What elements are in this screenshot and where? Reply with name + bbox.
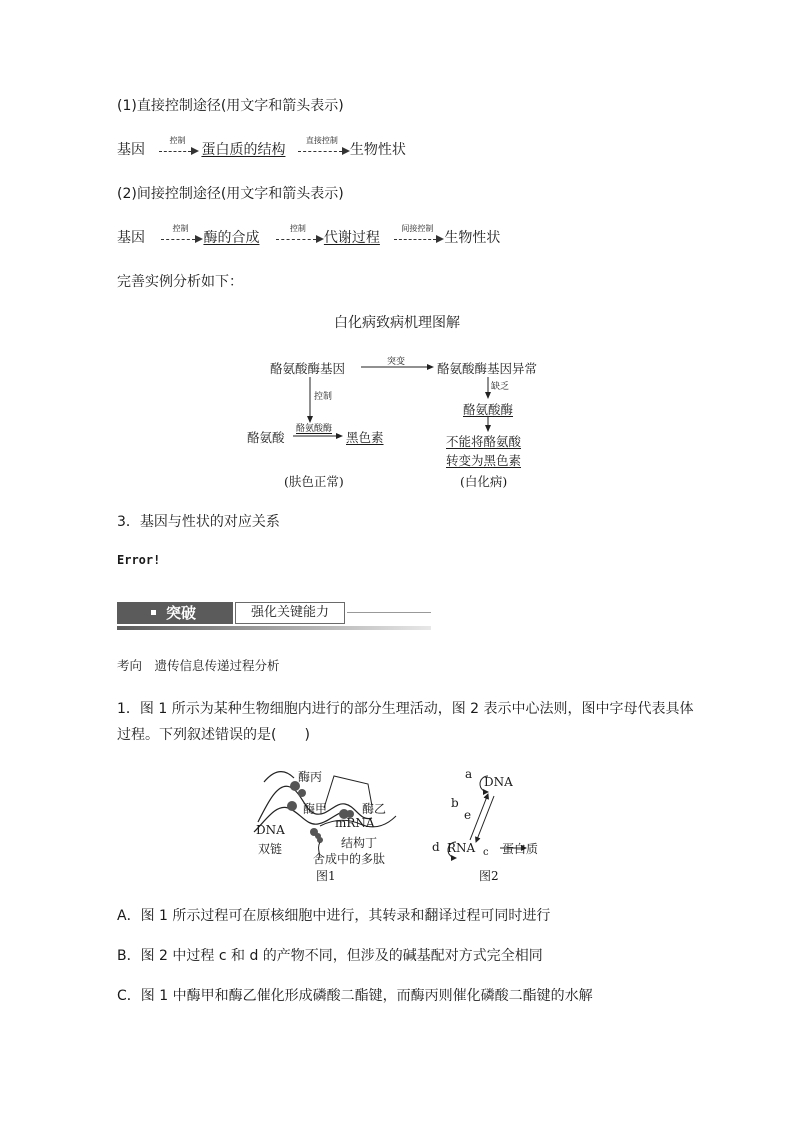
lack-label: 缺乏 bbox=[491, 382, 510, 392]
direct-arrow-1-label: 控制 bbox=[169, 136, 186, 145]
fig1-enzyme-b: 酶乙 bbox=[362, 802, 387, 816]
indirect-start: 基因 bbox=[117, 230, 145, 246]
direct-node-1: 蛋白质的结构 bbox=[201, 142, 286, 158]
fig1-polypeptide: 合成中的多肽 bbox=[313, 852, 386, 866]
fig1-mrna: mRNA bbox=[335, 816, 375, 830]
indirect-pathway-heading: (2)间接控制途径(用文字和箭头表示) bbox=[117, 186, 344, 202]
fig2-rna: RNA bbox=[447, 841, 476, 855]
direct-pathway-heading: (1)直接控制途径(用文字和箭头表示) bbox=[117, 98, 344, 114]
indirect-end: 生物性状 bbox=[444, 230, 501, 246]
indirect-arrow-2-label: 控制 bbox=[289, 224, 306, 233]
breakthrough-banner bbox=[117, 600, 431, 627]
indirect-arrow-3-label: 间接控制 bbox=[401, 224, 434, 233]
control-label: 控制 bbox=[314, 392, 333, 402]
question-line2: 过程。下列叙述错误的是( ) bbox=[117, 727, 310, 743]
question-line1: 1．图 1 所示为某种生物细胞内进行的部分生理活动，图 2 表示中心法则，图中字母代表具体 bbox=[117, 701, 694, 717]
fig1-caption: 图1 bbox=[316, 869, 336, 883]
indirect-arrow-1-label: 控制 bbox=[172, 224, 189, 233]
direct-end: 生物性状 bbox=[349, 142, 406, 158]
enzyme-label: 酪氨酸酶 bbox=[296, 424, 333, 434]
mutant-gene-node: 酪氨酸酶基因异常 bbox=[437, 361, 538, 376]
mutation-label: 突变 bbox=[387, 357, 406, 367]
cannot-convert-line2: 转变为黑色素 bbox=[446, 453, 522, 468]
direct-arrow-2-label: 直接控制 bbox=[305, 136, 338, 145]
fig2-caption: 图2 bbox=[479, 869, 499, 883]
fig1-dna: DNA bbox=[256, 823, 285, 837]
banner-subtitle: 强化关键能力 bbox=[235, 602, 345, 624]
cannot-convert-line1: 不能将酪氨酸 bbox=[446, 434, 522, 449]
lacking-enzyme-node: 酪氨酸酶 bbox=[463, 402, 514, 417]
fig2-protein: 蛋白质 bbox=[502, 842, 539, 856]
option-a: A．图 1 所示过程可在原核细胞中进行，其转录和翻译过程可同时进行 bbox=[117, 908, 551, 924]
option-b: B．图 2 中过程 c 和 d 的产物不同，但涉及的碱基配对方式完全相同 bbox=[117, 948, 543, 964]
albinism-arrows bbox=[0, 0, 794, 500]
indirect-node-1: 酶的合成 bbox=[203, 230, 260, 246]
section3-heading: 3．基因与性状的对应关系 bbox=[117, 514, 280, 530]
fig1-enzyme-a: 酶甲 bbox=[303, 802, 328, 816]
error-text: Error! bbox=[117, 553, 161, 567]
fig2-e: e bbox=[464, 808, 472, 822]
fig1-structure-d: 结构丁 bbox=[341, 836, 378, 850]
fig2-d: d bbox=[432, 840, 440, 854]
topic-heading: 考向 遗传信息传递过程分析 bbox=[117, 658, 280, 673]
fig2-b: b bbox=[451, 796, 459, 810]
direct-start: 基因 bbox=[117, 142, 145, 158]
normal-caption: (肤色正常) bbox=[284, 474, 344, 489]
albino-caption: (白化病) bbox=[460, 474, 508, 489]
fig2-a: a bbox=[465, 767, 473, 781]
fig2-dna: DNA bbox=[484, 775, 513, 789]
fig1-enzyme-c: 酶丙 bbox=[298, 770, 323, 784]
banner-tag-text: 突破 bbox=[166, 604, 197, 622]
fig1-double-strand: 双链 bbox=[258, 842, 283, 856]
option-c: C．图 1 中酶甲和酶乙催化形成磷酸二酯键，而酶丙则催化磷酸二酯键的水解 bbox=[117, 988, 593, 1004]
product-node: 黑色素 bbox=[346, 430, 384, 445]
square-bullet-icon bbox=[151, 610, 156, 615]
substrate-node: 酪氨酸 bbox=[247, 430, 285, 445]
albinism-title: 白化病致病机理图解 bbox=[334, 315, 460, 331]
example-intro: 完善实例分析如下： bbox=[117, 274, 243, 290]
fig2-c: c bbox=[483, 847, 489, 858]
gene-node: 酪氨酸酶基因 bbox=[270, 361, 346, 376]
banner-tag bbox=[117, 602, 233, 624]
indirect-node-2: 代谢过程 bbox=[323, 230, 380, 246]
